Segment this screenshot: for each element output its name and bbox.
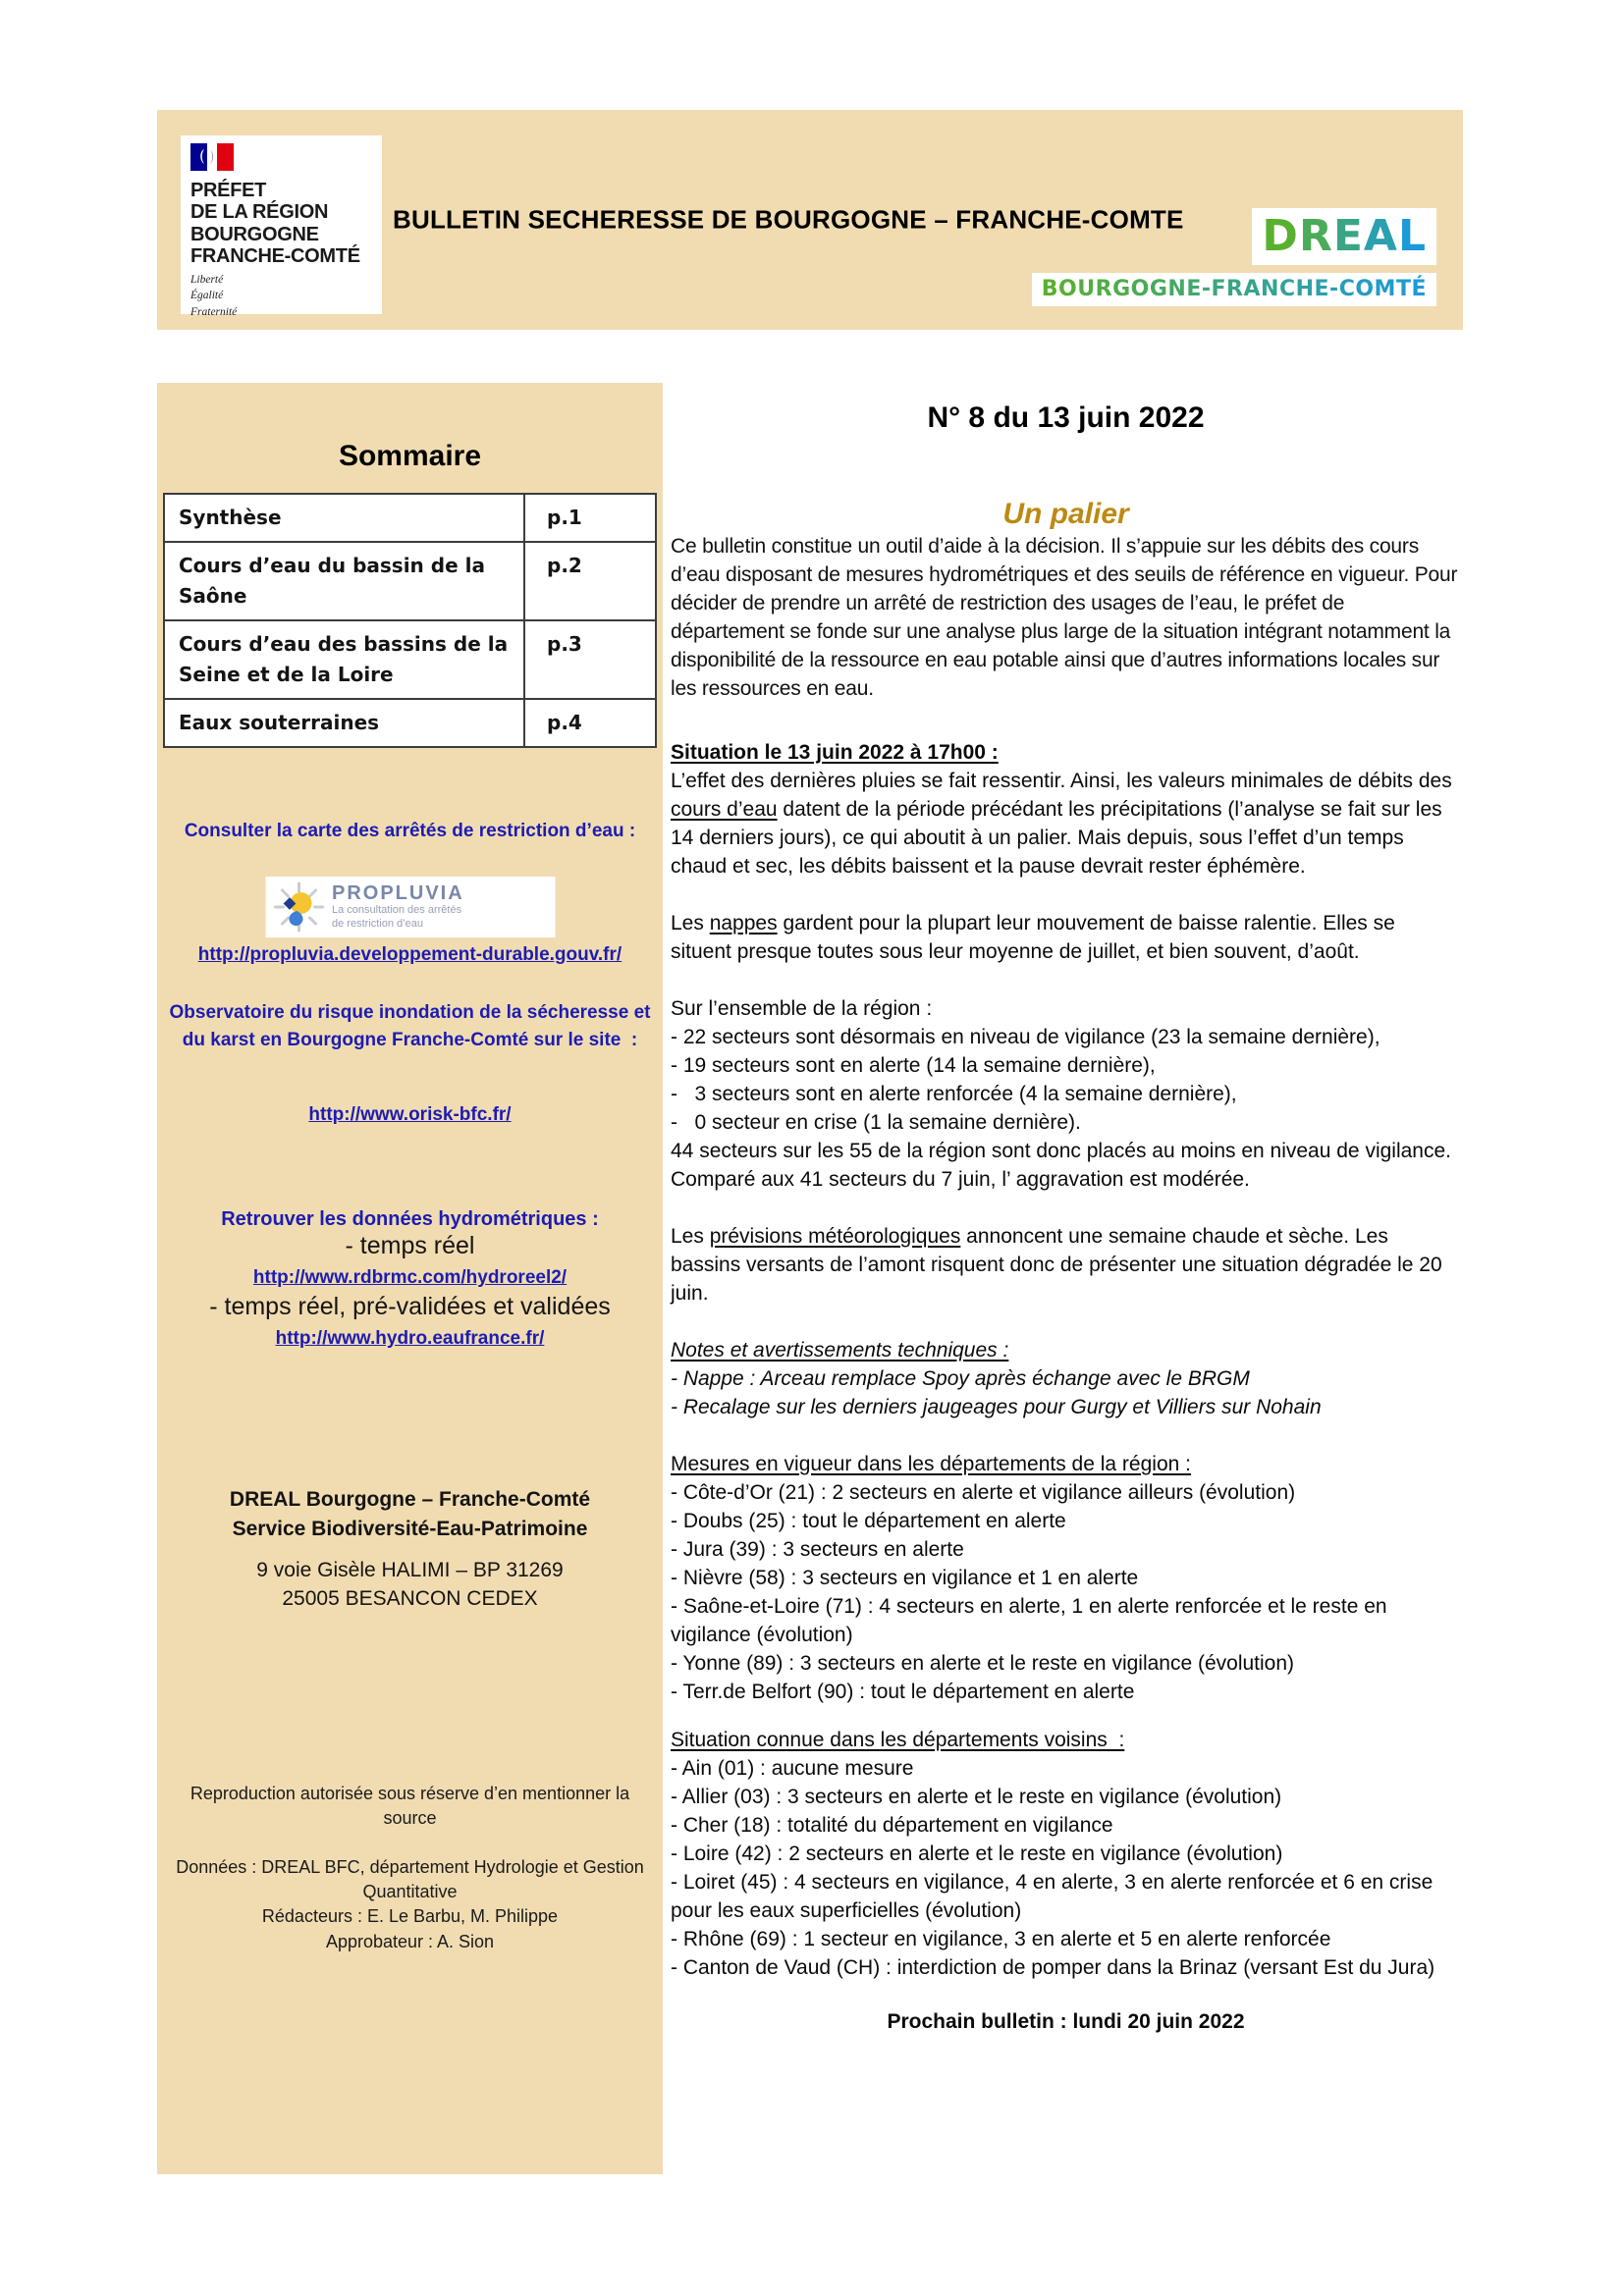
- dreal-address-city: 25005 BESANCON CEDEX: [282, 1587, 538, 1611]
- mesures-item: - Yonne (89) : 3 secteurs en alerte et le reste en vigilance (évolution): [671, 1652, 1295, 1675]
- p3-post: annoncent une semaine chaude et sèche. Les bassins versants de l’amont risquent donc de présenter une situation dégradée le 20 juin.: [671, 1225, 1442, 1305]
- hydro-validated-label: - temps réel, pré-validées et validées: [209, 1293, 611, 1320]
- region-summary: 44 secteurs sur les 55 de la région sont donc placés au moins en niveau de vigilance. Comparé aux 41 secteurs du 7 juin, l’ aggravation est modérée.: [671, 1140, 1451, 1191]
- mesures-list: [671, 1478, 1461, 1706]
- motto-line: Égalité: [190, 290, 224, 302]
- sommaire-page[interactable]: p.3: [524, 620, 656, 699]
- hydro-realtime-link-row: [157, 1267, 663, 1289]
- situation-heading: Situation le 13 juin 2022 à 17h00 :: [671, 741, 999, 764]
- p2-pre: Les: [671, 912, 710, 934]
- motto-line: Fraternité: [190, 305, 238, 318]
- credits-data-source: Données : DREAL BFC, département Hydrologie et Gestion Quantitative: [176, 1857, 644, 1902]
- sommaire-row-eaux-souterraines[interactable]: [164, 699, 656, 747]
- prefet-line: FRANCHE-COMTÉ: [190, 245, 360, 268]
- bulletin-number: N° 8 du 13 juin 2022: [927, 401, 1205, 434]
- motto-line: Liberté: [190, 273, 224, 286]
- notes-list: [671, 1364, 1461, 1421]
- dreal-service-block: [157, 1485, 663, 1545]
- sidebar: [157, 383, 663, 2174]
- bulletin-subtitle: Un palier: [1002, 498, 1129, 530]
- sommaire-label[interactable]: Synthèse: [164, 494, 524, 542]
- dreal-address-block: [157, 1556, 663, 1614]
- hydro-validated-link-row: [157, 1328, 663, 1350]
- prefet-motto: [190, 272, 372, 321]
- intro-paragraph: Ce bulletin constitue un outil d’aide à la décision. Il s’appuie sur les débits des cours d’eau disposant de mesures hydrométriques et des seuils de référence en vigueur. Pour décider de prendre un arrêté de restriction des usages de l’eau, le préfet de département se fonde sur une analyse plus large de la situation intégrant notamment la disponibilité de la ressource en eau potable ainsi que d’autres informations locales sur les ressources en eau.: [671, 535, 1458, 700]
- voisins-heading: Situation connue dans les départements voisins :: [671, 1729, 1125, 1751]
- propluvia-sun-icon: [273, 881, 324, 933]
- dreal-logo: [1252, 208, 1436, 265]
- p3-pre: Les: [671, 1225, 710, 1248]
- voisins-item: - Ain (01) : aucune mesure: [671, 1757, 914, 1780]
- situation-paragraph-2: [671, 909, 1461, 966]
- eaufrance-link[interactable]: http://www.hydro.eaufrance.fr/: [275, 1328, 545, 1349]
- orisk-link[interactable]: http://www.orisk-bfc.fr/: [308, 1104, 512, 1125]
- propluvia-link-row: [157, 944, 663, 966]
- mesures-item: - Doubs (25) : tout le département en alerte: [671, 1510, 1066, 1532]
- dreal-region-text: BOURGOGNE-FRANCHE-COMTÉ: [1041, 277, 1427, 301]
- propluvia-tagline: La consultation des arrêtés: [332, 904, 462, 917]
- sommaire-title: Sommaire: [338, 440, 482, 472]
- propluvia-tagline: de restriction d’eau: [332, 918, 423, 930]
- p3-underlined: prévisions météorologiques: [709, 1225, 961, 1248]
- prefet-title: [190, 180, 372, 268]
- propluvia-brand: PROPLUVIA: [332, 882, 464, 905]
- voisins-item: - Loiret (45) : 4 secteurs en vigilance, 4 en alerte, 3 en alerte renforcée et 6 en crise pour les eaux superficielles (évolution): [671, 1871, 1434, 1922]
- p2-post: gardent pour la plupart leur mouvement de baisse ralentie. Elles se situent presque toutes sous leur moyenne de juillet, et bien souvent, d’août.: [671, 912, 1395, 963]
- sommaire-row-seine-loire[interactable]: [164, 620, 656, 699]
- region-item: - 19 secteurs sont en alerte (14 la semaine dernière),: [671, 1054, 1156, 1077]
- p1-post: datent de la période précédant les précipitations (l’analyse se fait sur les 14 derniers jours), ce qui aboutit à un palier. Mais depuis, sous l’effet d’un temps chaud et sec, les débits baissent et la pause devrait rester éphémère.: [671, 798, 1442, 878]
- consult-map-heading: Consulter la carte des arrêtés de restriction d’eau :: [184, 821, 636, 841]
- sommaire-table: [163, 493, 657, 748]
- marianne-flag-icon: [190, 143, 236, 171]
- notes-item: - Recalage sur les derniers jaugeages pour Gurgy et Villiers sur Nohain: [671, 1396, 1322, 1418]
- region-item: - 3 secteurs sont en alerte renforcée (4 la semaine dernière),: [671, 1083, 1237, 1105]
- sommaire-row-synthese[interactable]: [164, 494, 656, 542]
- propluvia-wordmark: [332, 882, 464, 932]
- hydroreel-link[interactable]: http://www.rdbrmc.com/hydroreel2/: [252, 1267, 568, 1288]
- credits-approbateur: Approbateur : A. Sion: [325, 1931, 495, 1951]
- mesures-item: - Jura (39) : 3 secteurs en alerte: [671, 1538, 964, 1561]
- next-bulletin-note: Prochain bulletin : lundi 20 juin 2022: [887, 2010, 1245, 2033]
- sommaire-page[interactable]: p.4: [524, 699, 656, 747]
- main-column: [671, 400, 1461, 2036]
- voisins-item: - Loire (42) : 2 secteurs en alerte et le reste en vigilance (évolution): [671, 1842, 1283, 1865]
- sommaire-page[interactable]: p.1: [524, 494, 656, 542]
- propluvia-logo: [265, 877, 555, 937]
- dreal-logo-text: DREAL: [1262, 211, 1427, 261]
- notes-heading: Notes et avertissements techniques :: [671, 1339, 1009, 1362]
- p1-underlined: cours d’eau: [671, 798, 778, 821]
- p1-pre: L’effet des dernières pluies se fait ressentir. Ainsi, les valeurs minimales de débits des: [671, 770, 1452, 792]
- region-item: - 22 secteurs sont désormais en niveau de vigilance (23 la semaine dernière),: [671, 1026, 1380, 1048]
- hydro-realtime-label: - temps réel: [345, 1232, 475, 1259]
- sommaire-page[interactable]: p.2: [524, 542, 656, 620]
- prefet-line: BOURGOGNE: [190, 223, 319, 245]
- header-band: [157, 110, 1463, 330]
- situation-paragraph-1: [671, 767, 1461, 881]
- orisk-link-row: [157, 1104, 663, 1126]
- mesures-item: - Nièvre (58) : 3 secteurs en vigilance et 1 en alerte: [671, 1567, 1139, 1589]
- sommaire-label[interactable]: Cours d’eau du bassin de la Saône: [164, 542, 524, 620]
- forecast-paragraph: [671, 1222, 1461, 1308]
- dreal-address-service: Service Biodiversité-Eau-Patrimoine: [232, 1518, 588, 1541]
- mesures-item: - Saône-et-Loire (71) : 4 secteurs en alerte, 1 en alerte renforcée et le reste en vigilance (évolution): [671, 1595, 1387, 1646]
- hydro-data-heading: Retrouver les données hydrométriques :: [221, 1208, 599, 1230]
- mesures-heading: Mesures en vigueur dans les départements de la région :: [671, 1453, 1191, 1475]
- sommaire-row-saone[interactable]: [164, 542, 656, 620]
- orisk-heading: Observatoire du risque inondation de la sécheresse et du karst en Bourgogne Franche-Comté sur le site :: [169, 1002, 651, 1050]
- region-item: - 0 secteur en crise (1 la semaine dernière).: [671, 1111, 1081, 1134]
- mesures-item: - Côte-d’Or (21) : 2 secteurs en alerte et vigilance ailleurs (évolution): [671, 1481, 1296, 1504]
- propluvia-link[interactable]: http://propluvia.developpement-durable.gouv.fr/: [197, 944, 622, 965]
- notes-item: - Nappe : Arceau remplace Spoy après échange avec le BRGM: [671, 1367, 1250, 1390]
- dreal-address-street: 9 voie Gisèle HALIMI – BP 31269: [256, 1559, 564, 1581]
- dreal-address-org: DREAL Bourgogne – Franche-Comté: [229, 1488, 591, 1511]
- sommaire-label[interactable]: Cours d’eau des bassins de la Seine et de la Loire: [164, 620, 524, 699]
- credits-redacteurs: Rédacteurs : E. Le Barbu, M. Philippe: [261, 1906, 559, 1927]
- mesures-item: - Terr.de Belfort (90) : tout le département en alerte: [671, 1681, 1135, 1703]
- reproduction-note: Reproduction autorisée sous réserve d’en mentionner la source: [189, 1784, 630, 1829]
- p2-underlined: nappes: [709, 912, 778, 934]
- prefet-line: DE LA RÉGION: [190, 201, 329, 224]
- prefet-logo: [181, 135, 382, 318]
- prefet-line: PRÉFET: [190, 180, 267, 201]
- voisins-list: [671, 1754, 1461, 1982]
- page-title: BULLETIN SECHERESSE DE BOURGOGNE – FRANCHE-COMTE: [393, 204, 1184, 235]
- region-intro: Sur l’ensemble de la région :: [671, 997, 933, 1020]
- sommaire-label[interactable]: Eaux souterraines: [164, 699, 524, 747]
- voisins-item: - Rhône (69) : 1 secteur en vigilance, 3 en alerte et 5 en alerte renforcée: [671, 1928, 1331, 1950]
- voisins-item: - Cher (18) : totalité du département en vigilance: [671, 1814, 1113, 1837]
- dreal-region-banner: [1032, 273, 1436, 306]
- region-list: [671, 1023, 1461, 1137]
- voisins-item: - Canton de Vaud (CH) : interdiction de pomper dans la Brinaz (versant Est du Jura): [671, 1956, 1435, 1979]
- voisins-item: - Allier (03) : 3 secteurs en alerte et le reste en vigilance (évolution): [671, 1786, 1282, 1808]
- credits-block: [157, 1855, 663, 1954]
